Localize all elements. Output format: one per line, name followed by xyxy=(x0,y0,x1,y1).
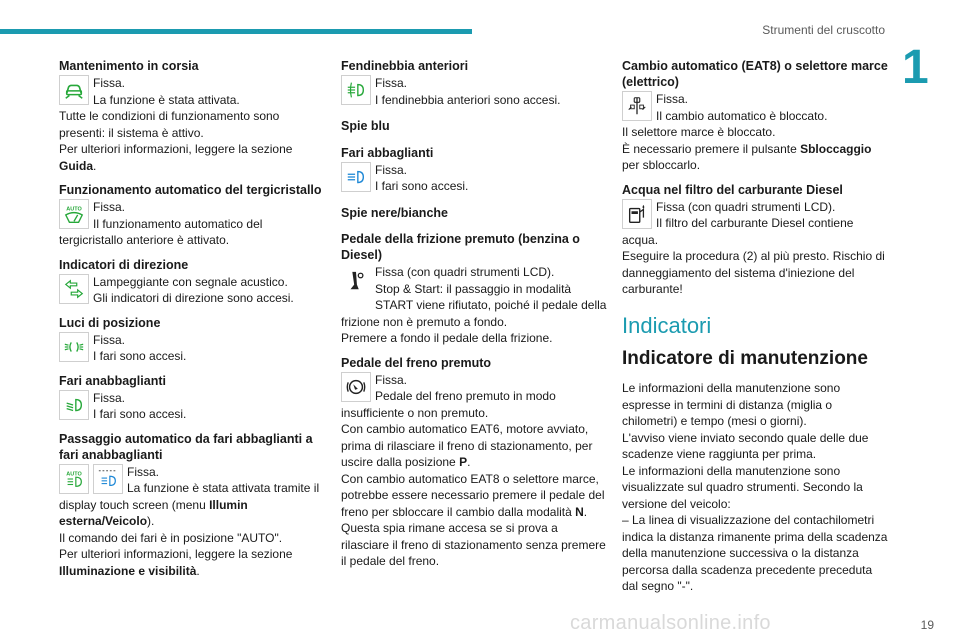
auto-beam-entry xyxy=(59,431,323,580)
section-label: Strumenti del cruscotto xyxy=(762,23,885,37)
water-in-fuel-l1: Fissa (con quadri strumenti LCD). xyxy=(656,199,836,214)
lane-keeping-l3: Tutte le condizioni di funzionamento sono presenti: il sistema è attivo. xyxy=(59,109,280,140)
brake-l2: Pedale del freno premuto in modo insufficiente o non premuto. xyxy=(341,389,556,420)
clutch-title: Pedale della frizione premuto (benzina o Diesel) xyxy=(341,232,580,262)
maintenance-p2: L'avviso viene inviato secondo quale delle due scadenze viene raggiunta per prima. xyxy=(622,430,869,461)
clutch-l3: Premere a fondo il pedale della frizione. xyxy=(341,331,553,345)
auto-beam-l4: Per ulteriori informazioni, leggere la sezione Illuminazione e visibilità. xyxy=(59,547,293,578)
clutch-entry xyxy=(341,231,607,347)
dipped-beam-icon xyxy=(59,390,89,420)
clutch-pedal-icon xyxy=(341,264,371,298)
gearbox-entry xyxy=(622,58,888,174)
front-fog-icon xyxy=(341,75,371,105)
lane-keeping-l2: La funzione è stata attivata. xyxy=(93,92,240,107)
auto-beam-title: Passaggio automatico da fari abbaglianti a fari anabbaglianti xyxy=(59,431,313,462)
gearbox-l1: Fissa. xyxy=(656,92,689,106)
brake-l5: Questa spia rimane accesa se si prova a rilasciare il freno di stazionamento senza premere il pedale del freno. xyxy=(341,521,606,568)
turn-signal-title: Indicatori di direzione xyxy=(59,257,189,272)
column-2 xyxy=(341,58,607,578)
lane-keeping-icon xyxy=(59,75,89,105)
brake-l4: Con cambio automatico EAT8 o selettore marce, potrebbe essere necessario premere il pedale del freno per sbloccare il cambio dalla modalità N. xyxy=(341,471,605,519)
position-lights-l1: Fissa. xyxy=(93,332,126,347)
position-lights-icon xyxy=(59,332,89,362)
lane-keeping-l1: Fissa. xyxy=(93,76,126,90)
black-white-lamps-heading: Spie nere/bianche xyxy=(341,205,448,220)
main-beam-icon xyxy=(341,162,371,192)
turn-signal-l2: Gli indicatori di direzione sono accesi. xyxy=(93,291,294,305)
position-lights-l2: I fari sono accesi. xyxy=(93,349,187,363)
column-1 xyxy=(59,58,323,587)
gearbox-l2: Il cambio automatico è bloccato. xyxy=(656,108,828,123)
position-lights-entry xyxy=(59,315,323,365)
auto-wiper-l1: Fissa. xyxy=(93,200,126,214)
watermark: carmanualsonline.info xyxy=(570,612,771,634)
main-beam-l1: Fissa. xyxy=(375,162,408,177)
brake-pedal-icon xyxy=(341,372,371,402)
lane-keeping-title: Mantenimento in corsia xyxy=(59,59,199,73)
gearbox-title: Cambio automatico (EAT8) o selettore marce (elettrico) xyxy=(622,59,888,89)
indicators-title: Indicatori xyxy=(622,312,712,338)
maintenance-title: Indicatore di manutenzione xyxy=(622,348,868,369)
front-fog-l1: Fissa. xyxy=(375,76,408,90)
clutch-l2: Stop & Start: il passaggio in modalità START viene rifiutato, poiché il pedale della frizione non è premuto a fondo. xyxy=(341,281,607,329)
svg-text:AUTO: AUTO xyxy=(66,470,82,477)
column-3 xyxy=(622,58,888,595)
water-in-fuel-title: Acqua nel filtro del carburante Diesel xyxy=(622,182,843,197)
dipped-beam-l2: I fari sono accesi. xyxy=(93,407,187,421)
chapter-number: 1 xyxy=(902,41,929,94)
main-beam-entry xyxy=(341,145,607,195)
brake-entry xyxy=(341,355,607,570)
maintenance-p3: Le informazioni della manutenzione sono visualizzate sul quadro strumenti. Secondo la versione del veicolo: xyxy=(622,463,863,511)
water-in-fuel-icon xyxy=(622,199,652,229)
svg-text:AUTO: AUTO xyxy=(66,206,82,213)
gearbox-l3: Il selettore marce è bloccato. xyxy=(622,125,776,139)
dipped-beam-entry xyxy=(59,373,323,423)
front-fog-l2: I fendinebbia anteriori sono accesi. xyxy=(375,92,561,107)
clutch-l1: Fissa (con quadri strumenti LCD). xyxy=(375,265,555,279)
auto-beam-l2: La funzione è stata attivata tramite il display touch screen (menu Illumin esterna/Veicolo). xyxy=(59,481,320,528)
brake-title: Pedale del freno premuto xyxy=(341,355,492,370)
water-in-fuel-entry xyxy=(622,182,888,298)
auto-high-beam-icon xyxy=(59,464,89,494)
auto-low-beam-icon xyxy=(93,464,123,494)
turn-signal-entry xyxy=(59,257,323,307)
main-beam-l2: I fari sono accesi. xyxy=(375,179,469,193)
auto-wiper-l2: Il funzionamento automatico del tergicristallo anteriore è attivato. xyxy=(59,216,263,247)
turn-signal-icon xyxy=(59,274,89,304)
front-fog-entry xyxy=(341,58,607,108)
main-beam-title: Fari abbaglianti xyxy=(341,145,434,160)
auto-beam-l1: Fissa. xyxy=(127,464,160,479)
water-in-fuel-l3: Eseguire la procedura (2) al più presto. Rischio di danneggiamento del sistema d'iniezione del carburante! xyxy=(622,249,885,296)
gearbox-lock-icon xyxy=(622,91,652,121)
auto-beam-icons xyxy=(59,464,123,494)
turn-signal-l1: Lampeggiante con segnale acustico. xyxy=(93,274,288,289)
header-accent-bar xyxy=(0,29,472,34)
maintenance-p4: – La linea di visualizzazione del contachilometri indica la distanza rimanente prima della scadenza della manutenzione successiva o la distanza percorsa dalla scadenza precedente preceduta dal segno "-". xyxy=(622,513,888,593)
lane-keeping-entry xyxy=(59,58,323,174)
front-fog-title: Fendinebbia anteriori xyxy=(341,59,469,73)
maintenance-p1: Le informazioni della manutenzione sono espresse in termini di distanza (miglia o chilometri) e tempo (mesi o giorni). xyxy=(622,381,841,428)
water-in-fuel-l2: Il filtro del carburante Diesel contiene acqua. xyxy=(622,216,854,247)
page-number: 19 xyxy=(920,618,934,632)
brake-l1: Fissa. xyxy=(375,372,408,387)
lane-keeping-l4: Per ulteriori informazioni, leggere la sezione Guida. xyxy=(59,142,293,173)
blue-lamps-heading: Spie blu xyxy=(341,119,390,133)
dipped-beam-title: Fari anabbaglianti xyxy=(59,373,166,388)
auto-beam-l3: Il comando dei fari è in posizione "AUTO". xyxy=(59,530,283,545)
auto-wiper-icon xyxy=(59,199,89,229)
dipped-beam-l1: Fissa. xyxy=(93,390,126,405)
gearbox-l4: È necessario premere il pulsante Sbloccaggio per sbloccarlo. xyxy=(622,141,872,172)
auto-wiper-entry xyxy=(59,182,323,249)
auto-wiper-title: Funzionamento automatico del tergicristallo xyxy=(59,183,322,197)
position-lights-title: Luci di posizione xyxy=(59,315,161,330)
brake-l3: Con cambio automatico EAT6, motore avviato, prima di rilasciare il freno di stazionamento, per uscire dalla posizione P. xyxy=(341,422,593,469)
